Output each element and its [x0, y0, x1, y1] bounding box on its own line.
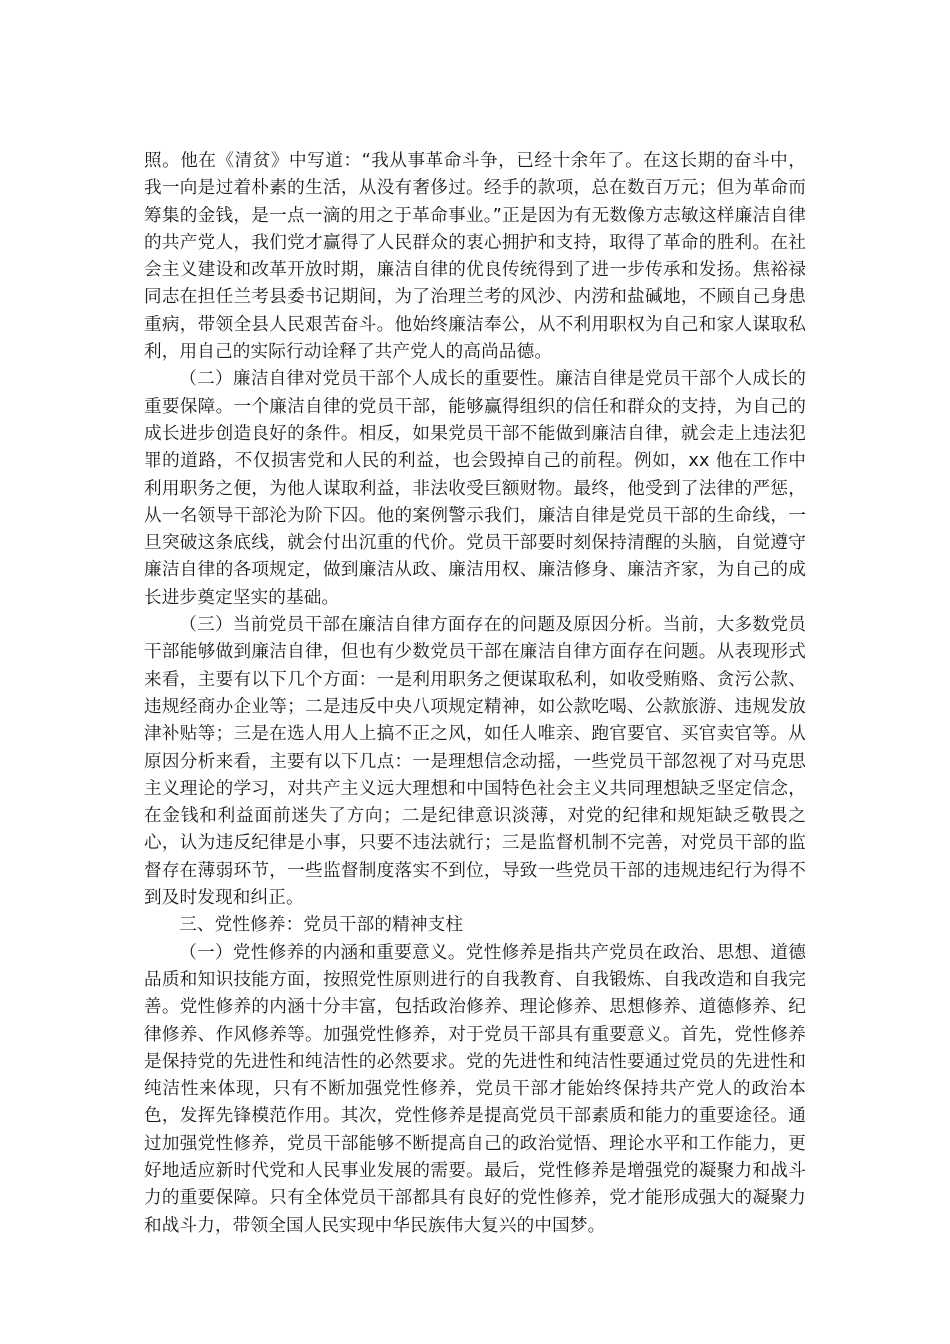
body-paragraph: （二）廉洁自律对党员干部个人成长的重要性。廉洁自律是党员干部个人成长的重要保障。一个廉洁自律的党员干部，能够赢得组织的信任和群众的支持，为自己的成长进步创造良好的条件。相反，如果党员干部不能做到廉洁自律，就会走上违法犯罪的道路，不仅损害党和人民的利益，也会毁掉自己的前程。例如，xx 他在工作中利用职务之便，为他人谋取利益，非法收受巨额财物。最终，他受到了法律的严惩，从一名领导干部沦为阶下囚。他的案例警示我们，廉洁自律是党员干部的生命线，一旦突破这条底线，就会付出沉重的代价。党员干部要时刻保持清醒的头脑，自觉遵守廉洁自律的各项规定，做到廉洁从政、廉洁用权、廉洁修身、廉洁齐家，为自己的成长进步奠定坚实的基础。	[144, 369, 806, 608]
document-body	[144, 148, 806, 1240]
section-heading: 三、党性修养：党员干部的精神支柱	[179, 915, 464, 936]
body-paragraph: （三）当前党员干部在廉洁自律方面存在的问题及原因分析。当前，大多数党员干部能够做到廉洁自律，但也有少数党员干部在廉洁自律方面存在问题。从表现形式来看，主要有以下几个方面：一是利用职务之便谋取私利，如收受贿赂、贪污公款、违规经商办企业等；二是违反中央八项规定精神，如公款吃喝、公款旅游、违规发放津补贴等；三是在选人用人上搞不正之风，如任人唯亲、跑官要官、买官卖官等。从原因分析来看，主要有以下几点：一是理想信念动摇，一些党员干部忽视了对马克思主义理论的学习，对共产主义远大理想和中国特色社会主义共同理想缺乏坚定信念，在金钱和利益面前迷失了方向；二是纪律意识淡薄，对党的纪律和规矩缺乏敬畏之心，认为违反纪律是小事，只要不违法就行；三是监督机制不完善，对党员干部的监督存在薄弱环节，一些监督制度落实不到位，导致一些党员干部的违规违纪行为得不到及时发现和纠正。	[144, 615, 806, 909]
body-paragraph: 照。他在《清贫》中写道：“我从事革命斗争，已经十余年了。在这长期的奋斗中，我一向是过着朴素的生活，从没有奢侈过。经手的款项，总在数百万元；但为革命而筹集的金钱，是一点一滴的用之于革命事业。”正是因为有无数像方志敏这样廉洁自律的共产党人，我们党才赢得了人民群众的衷心拥护和支持，取得了革命的胜利。在社会主义建设和改革开放时期，廉洁自律的优良传统得到了进一步传承和发扬。焦裕禄同志在担任兰考县委书记期间，为了治理兰考的风沙、内涝和盐碱地，不顾自己身患重病，带领全县人民艰苦奋斗。他始终廉洁奉公，从不利用职权为自己和家人谋取私利，用自己的实际行动诠释了共产党人的高尚品德。	[144, 151, 806, 363]
body-paragraph: （一）党性修养的内涵和重要意义。党性修养是指共产党员在政治、思想、道德品质和知识技能方面，按照党性原则进行的自我教育、自我锻炼、自我改造和自我完善。党性修养的内涵十分丰富，包括政治修养、理论修养、思想修养、道德修养、纪律修养、作风修养等。加强党性修养，对于党员干部具有重要意义。首先，党性修养是保持党的先进性和纯洁性的必然要求。党的先进性和纯洁性要通过党员的先进性和纯洁性来体现，只有不断加强党性修养，党员干部才能始终保持共产党人的政治本色，发挥先锋模范作用。其次，党性修养是提高党员干部素质和能力的重要途径。通过加强党性修养，党员干部能够不断提高自己的政治觉悟、理论水平和工作能力，更好地适应新时代党和人民事业发展的需要。最后，党性修养是增强党的凝聚力和战斗力的重要保障。只有全体党员干部都具有良好的党性修养，党才能形成强大的凝聚力和战斗力，带领全国人民实现中华民族伟大复兴的中国梦。	[144, 942, 806, 1236]
